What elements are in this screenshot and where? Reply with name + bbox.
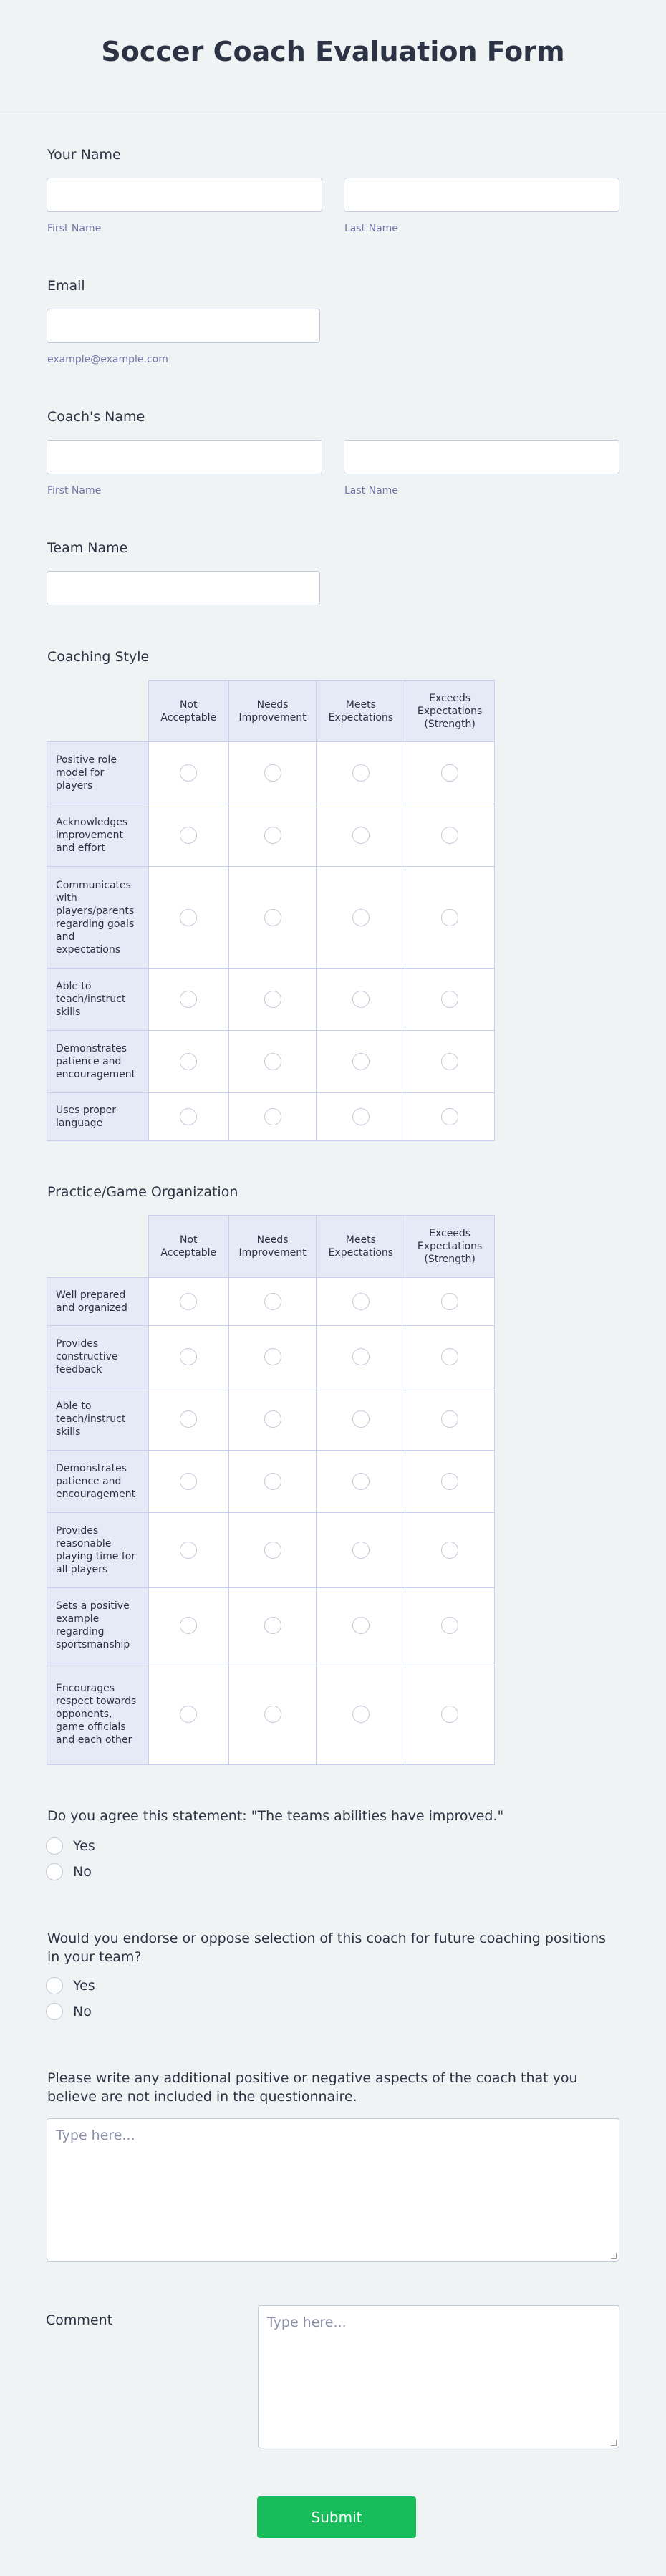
textarea-placeholder: Type here... xyxy=(56,2128,135,2143)
rating-radio[interactable] xyxy=(352,1410,370,1428)
comment-textarea[interactable] xyxy=(258,2305,619,2448)
email-label: Email xyxy=(47,278,85,294)
rating-radio[interactable] xyxy=(264,764,281,782)
coach-last-name-sublabel: Last Name xyxy=(344,485,398,496)
rating-radio[interactable] xyxy=(180,1473,197,1490)
coach-name-label: Coach's Name xyxy=(47,409,145,425)
rating-radio[interactable] xyxy=(264,909,281,926)
your-first-name-sublabel: First Name xyxy=(47,223,102,234)
rating-radio[interactable] xyxy=(352,1473,370,1490)
rating-radio[interactable] xyxy=(180,764,197,782)
matrix-row-label: Well prepared and organized xyxy=(47,1278,149,1326)
endorse-question-label: Would you endorse or oppose selection of this coach for future coaching positions in your team? xyxy=(47,1931,607,1965)
scale-header-exceeds-expectations: Exceeds Expectations (Strength) xyxy=(405,681,495,742)
matrix-row-label: Provides constructive feedback xyxy=(47,1326,149,1388)
radio-circle[interactable] xyxy=(46,2003,63,2020)
email-sublabel: example@example.com xyxy=(47,354,168,365)
radio-circle[interactable] xyxy=(46,1977,63,1994)
rating-radio[interactable] xyxy=(180,1617,197,1634)
scale-header-not-acceptable: Not Acceptable xyxy=(148,1216,228,1278)
matrix-row-label: Demonstrates patience and encouragement xyxy=(47,1451,149,1513)
matrix-row-label: Encourages respect towards opponents, game officials and each other xyxy=(47,1663,149,1765)
rating-radio[interactable] xyxy=(441,1293,458,1310)
rating-radio[interactable] xyxy=(264,1410,281,1428)
option-label: Yes xyxy=(73,1978,95,1994)
rating-radio[interactable] xyxy=(441,1706,458,1723)
rating-radio[interactable] xyxy=(264,1473,281,1490)
comment-label: Comment xyxy=(46,2312,113,2328)
rating-radio[interactable] xyxy=(352,1053,370,1070)
submit-button[interactable]: Submit xyxy=(257,2496,416,2538)
scale-header-needs-improvement: Needs Improvement xyxy=(228,1216,317,1278)
scale-header-meets-expectations: Meets Expectations xyxy=(317,681,405,742)
rating-radio[interactable] xyxy=(264,1053,281,1070)
email-input[interactable] xyxy=(47,309,320,343)
coach-last-name-input[interactable] xyxy=(344,440,619,474)
matrix-row-label: Positive role model for players xyxy=(47,742,149,804)
team-name-label: Team Name xyxy=(47,540,128,556)
rating-radio[interactable] xyxy=(180,1053,197,1070)
rating-radio[interactable] xyxy=(180,1348,197,1365)
rating-radio[interactable] xyxy=(264,991,281,1008)
coach-first-name-sublabel: First Name xyxy=(47,485,102,496)
matrix-row-label: Provides reasonable playing time for all players xyxy=(47,1513,149,1588)
rating-radio[interactable] xyxy=(441,909,458,926)
endorse-option-yes[interactable] xyxy=(46,1977,95,1994)
rating-radio[interactable] xyxy=(441,1473,458,1490)
rating-radio[interactable] xyxy=(441,1053,458,1070)
team-name-input[interactable] xyxy=(47,571,320,605)
rating-radio[interactable] xyxy=(264,1108,281,1125)
rating-radio[interactable] xyxy=(264,1617,281,1634)
coaching-style-label: Coaching Style xyxy=(47,649,150,665)
option-label: Yes xyxy=(73,1838,95,1854)
rating-radio[interactable] xyxy=(264,1706,281,1723)
rating-radio[interactable] xyxy=(180,827,197,844)
your-last-name-sublabel: Last Name xyxy=(344,223,398,234)
rating-radio[interactable] xyxy=(352,1293,370,1310)
rating-radio[interactable] xyxy=(180,1410,197,1428)
rating-radio[interactable] xyxy=(180,1706,197,1723)
practice-org-matrix xyxy=(47,1215,495,1765)
rating-radio[interactable] xyxy=(352,1542,370,1559)
rating-radio[interactable] xyxy=(352,827,370,844)
textarea-placeholder: Type here... xyxy=(267,2315,347,2330)
scale-header-exceeds-expectations: Exceeds Expectations (Strength) xyxy=(405,1216,495,1278)
agree-option-no[interactable] xyxy=(46,1863,92,1880)
rating-radio[interactable] xyxy=(180,1108,197,1125)
rating-radio[interactable] xyxy=(441,1542,458,1559)
scale-header-needs-improvement: Needs Improvement xyxy=(228,681,317,742)
rating-radio[interactable] xyxy=(264,1542,281,1559)
matrix-row-label: Communicates with players/parents regarding goals and expectations xyxy=(47,867,149,969)
rating-radio[interactable] xyxy=(180,1542,197,1559)
form-title: Soccer Coach Evaluation Form xyxy=(101,36,565,67)
rating-radio[interactable] xyxy=(180,909,197,926)
rating-radio[interactable] xyxy=(441,827,458,844)
agree-question-label: Do you agree this statement: "The teams abilities have improved." xyxy=(47,1808,504,1824)
coaching-style-matrix xyxy=(47,680,495,1141)
rating-radio[interactable] xyxy=(352,1617,370,1634)
rating-radio[interactable] xyxy=(264,1348,281,1365)
rating-radio[interactable] xyxy=(352,1108,370,1125)
rating-radio[interactable] xyxy=(352,909,370,926)
rating-radio[interactable] xyxy=(441,991,458,1008)
rating-radio[interactable] xyxy=(352,764,370,782)
rating-radio[interactable] xyxy=(180,1293,197,1310)
rating-radio[interactable] xyxy=(441,1348,458,1365)
rating-radio[interactable] xyxy=(352,1706,370,1723)
matrix-row-label: Able to teach/instruct skills xyxy=(47,1388,149,1451)
your-name-label: Your Name xyxy=(47,147,121,163)
rating-radio[interactable] xyxy=(352,1348,370,1365)
matrix-row-label: Uses proper language xyxy=(47,1093,149,1141)
matrix-row-label: Sets a positive example regarding sportsmanship xyxy=(47,1588,149,1663)
form-header xyxy=(0,0,666,112)
scale-header-meets-expectations: Meets Expectations xyxy=(317,1216,405,1278)
practice-org-label: Practice/Game Organization xyxy=(47,1184,238,1200)
your-first-name-input[interactable] xyxy=(47,178,322,212)
option-label: No xyxy=(73,2004,92,2019)
resize-handle-icon[interactable] xyxy=(611,2253,617,2259)
resize-handle-icon[interactable] xyxy=(611,2440,617,2446)
endorse-option-no[interactable] xyxy=(46,2003,92,2020)
rating-radio[interactable] xyxy=(264,827,281,844)
rating-radio[interactable] xyxy=(441,1108,458,1125)
rating-radio[interactable] xyxy=(441,764,458,782)
matrix-row-label: Able to teach/instruct skills xyxy=(47,969,149,1031)
matrix-row-label: Demonstrates patience and encouragement xyxy=(47,1031,149,1093)
additional-question-label: Please write any additional positive or negative aspects of the coach that you believe are not included in the questionnaire. xyxy=(47,2070,578,2105)
rating-radio[interactable] xyxy=(441,1617,458,1634)
option-label: No xyxy=(73,1864,92,1880)
matrix-row-label: Acknowledges improvement and effort xyxy=(47,804,149,867)
your-last-name-input[interactable] xyxy=(344,178,619,212)
radio-circle[interactable] xyxy=(46,1837,63,1855)
rating-radio[interactable] xyxy=(180,991,197,1008)
rating-radio[interactable] xyxy=(352,991,370,1008)
rating-radio[interactable] xyxy=(264,1293,281,1310)
rating-radio[interactable] xyxy=(441,1410,458,1428)
coach-first-name-input[interactable] xyxy=(47,440,322,474)
radio-circle[interactable] xyxy=(46,1863,63,1880)
agree-option-yes[interactable] xyxy=(46,1837,95,1855)
scale-header-not-acceptable: Not Acceptable xyxy=(148,681,228,742)
additional-textarea[interactable] xyxy=(47,2118,619,2262)
